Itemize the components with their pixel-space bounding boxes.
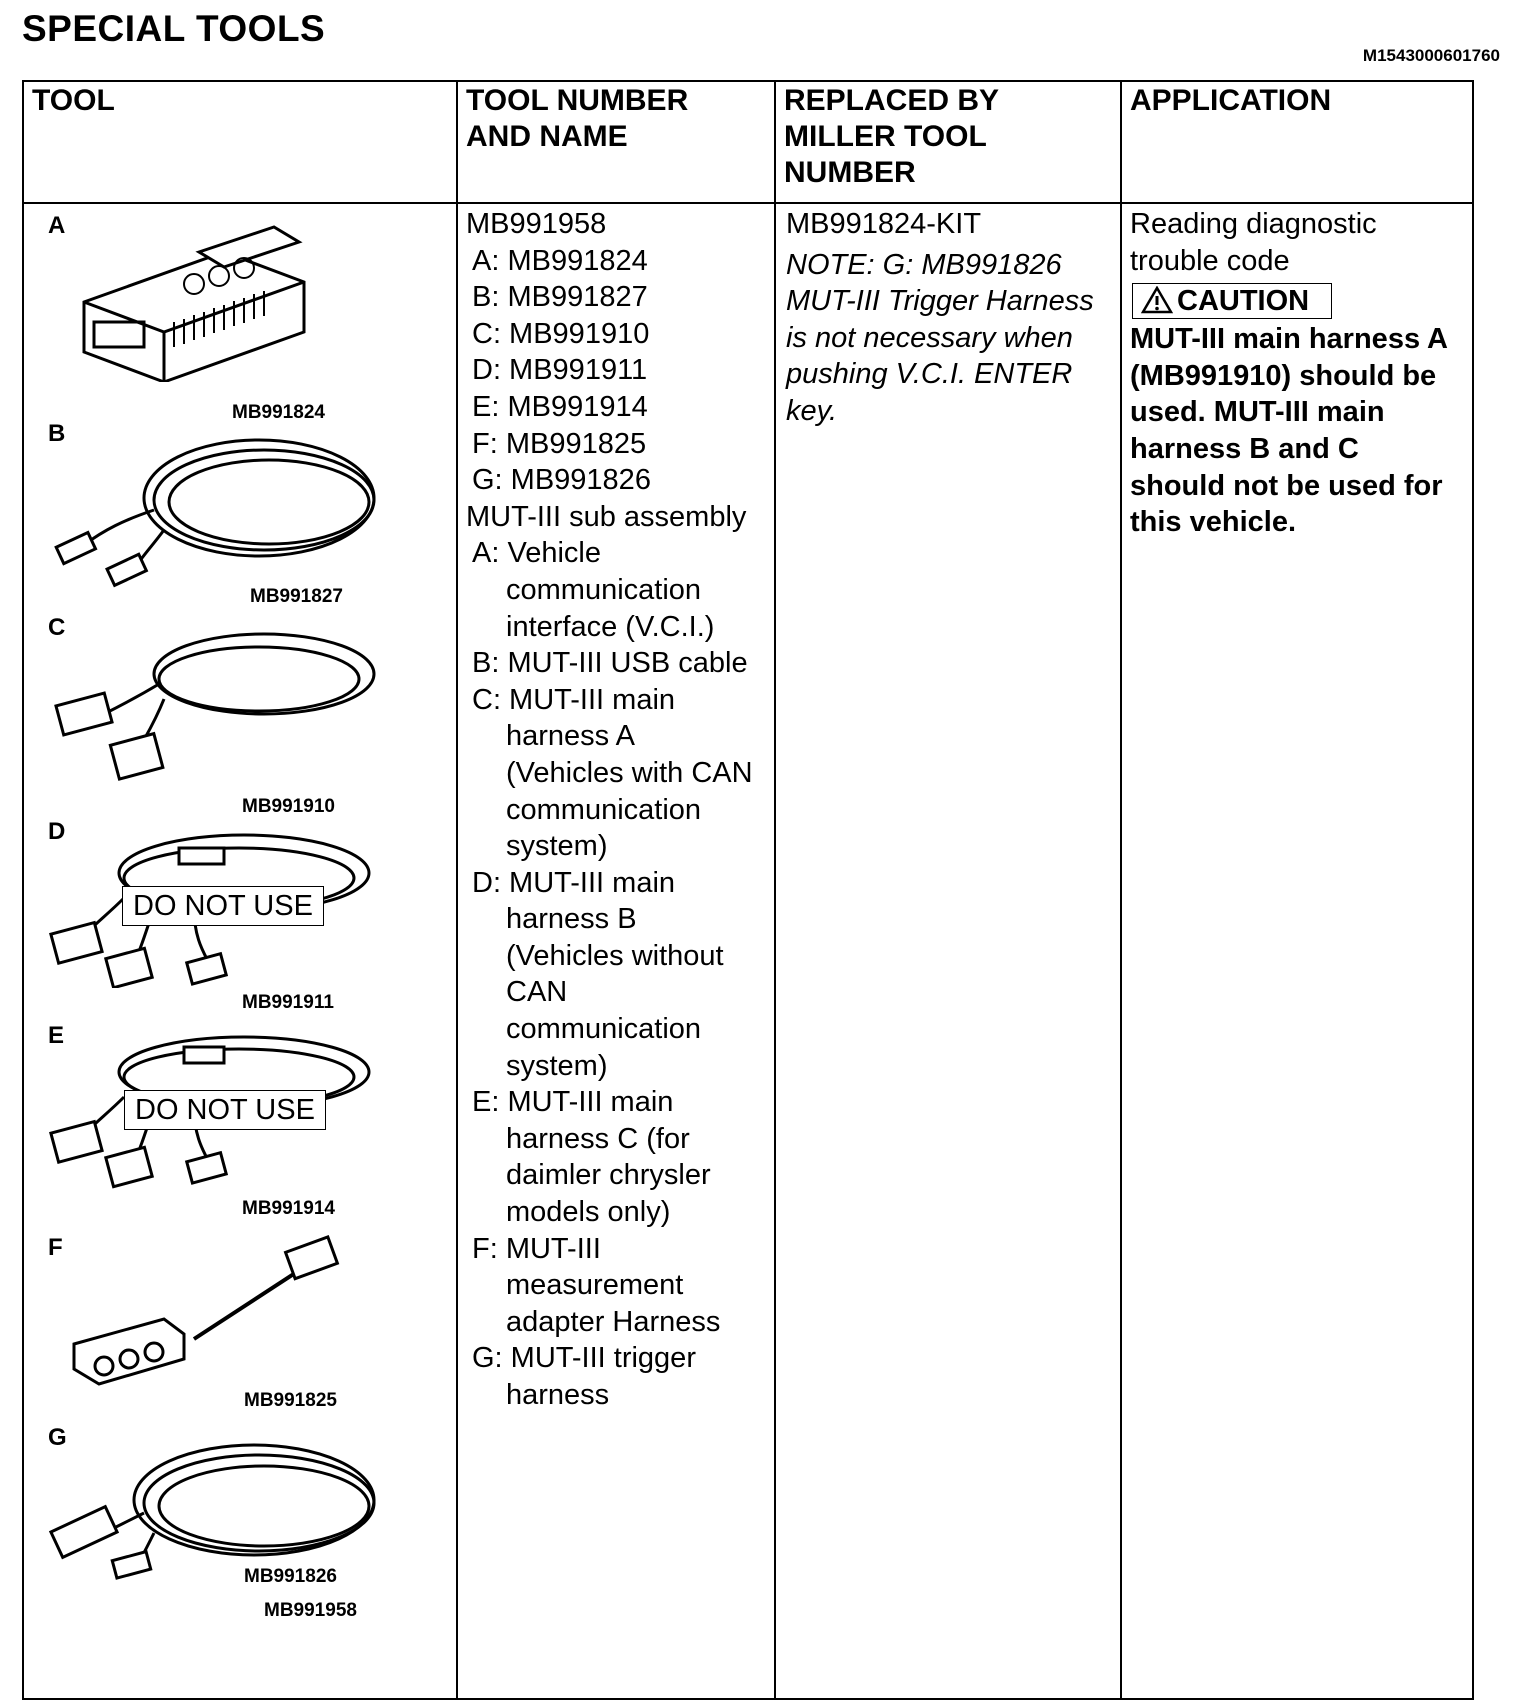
tool-caption: MB991914 xyxy=(242,1198,335,1219)
tool-name-line: G: MB991826 xyxy=(472,464,651,497)
measurement-adapter-icon xyxy=(54,1234,394,1394)
tool-item xyxy=(24,614,454,817)
special-tools-table xyxy=(22,80,1474,1700)
note-line: MUT-III Trigger Harness xyxy=(786,285,1094,318)
tool-name-line: A: Vehicle xyxy=(472,537,601,570)
caution-text: harness B and C xyxy=(1130,432,1359,465)
replaced-by-column xyxy=(786,206,1120,430)
tool-name-line: C: MB991910 xyxy=(472,317,650,350)
tool-name-line: (Vehicles without xyxy=(506,939,724,972)
tool-name-line: interface (V.C.I.) xyxy=(506,610,715,643)
tool-name-line: C: MUT-III main xyxy=(472,683,676,716)
caution-label: CAUTION xyxy=(1177,285,1310,318)
main-harness-a-icon xyxy=(44,624,394,784)
page-title: SPECIAL TOOLS xyxy=(22,8,326,49)
trigger-harness-icon xyxy=(44,1438,394,1588)
tool-caption: MB991824 xyxy=(232,402,325,423)
kit-caption: MB991958 xyxy=(264,1600,357,1621)
tool-name-line: measurement xyxy=(506,1269,684,1302)
usb-cable-icon xyxy=(54,430,394,590)
tool-name-line: MUT-III sub assembly xyxy=(466,500,747,533)
tool-name-line: F: MUT-III xyxy=(472,1232,601,1265)
note-line: is not necessary when xyxy=(786,321,1073,354)
tool-name-line: A: MB991824 xyxy=(472,244,648,277)
tool-caption: MB991827 xyxy=(250,586,343,607)
tool-letter: G xyxy=(48,1424,67,1451)
caution-text: used. MUT-III main xyxy=(1130,396,1385,429)
application-text: Reading diagnostic xyxy=(1130,208,1377,240)
vci-device-icon xyxy=(74,222,314,382)
tool-number-column xyxy=(466,206,774,1414)
header-tool-number: TOOL NUMBER AND NAME xyxy=(466,84,689,153)
tool-item xyxy=(24,1424,454,1654)
tool-name-line: communication xyxy=(506,793,702,826)
caution-text: (MB991910) should be xyxy=(1130,359,1437,392)
miller-tool-number: MB991824-KIT xyxy=(786,208,982,240)
tool-name-line: D: MUT-III main xyxy=(472,866,676,899)
tool-letter: D xyxy=(48,818,66,845)
note-line: NOTE: G: MB991826 xyxy=(786,248,1062,281)
header-tool: TOOL xyxy=(32,84,115,117)
note-line: pushing V.C.I. ENTER xyxy=(786,358,1073,391)
tool-caption: MB991825 xyxy=(244,1390,337,1411)
tool-letter: B xyxy=(48,420,66,447)
tool-name-line: harness B xyxy=(506,903,637,936)
tool-name-line: B: MUT-III USB cable xyxy=(472,647,748,680)
tool-name-line: CAN xyxy=(506,976,568,1009)
tool-item xyxy=(24,818,454,1018)
tool-name-line: D: MB991911 xyxy=(472,354,648,387)
tool-name-line: harness C (for xyxy=(506,1122,690,1155)
tool-name-line: (Vehicles with CAN xyxy=(506,756,753,789)
tool-name-line: harness A xyxy=(506,720,635,753)
column-divider xyxy=(456,82,458,1698)
reference-code: M1543000601760 xyxy=(1362,46,1500,65)
caution-text: MUT-III main harness A xyxy=(1130,323,1448,356)
tool-name-line: daimler chrysler xyxy=(506,1159,711,1192)
tool-name-line: MB991958 xyxy=(466,208,607,240)
header-application: APPLICATION xyxy=(1130,84,1332,117)
tool-item xyxy=(24,1234,454,1414)
header-replaced-by: REPLACED BY MILLER TOOL NUMBER xyxy=(784,84,1000,189)
tool-letter: F xyxy=(48,1234,63,1261)
tool-name-line: B: MB991827 xyxy=(472,281,648,314)
tool-item xyxy=(24,1022,454,1222)
do-not-use-label: DO NOT USE xyxy=(122,886,324,926)
application-text: trouble code xyxy=(1130,244,1290,277)
tool-caption: MB991910 xyxy=(242,796,335,817)
tool-name-line: system) xyxy=(506,830,608,863)
tool-name-line: E: MUT-III main xyxy=(472,1086,674,1119)
caution-text: this vehicle. xyxy=(1130,506,1297,539)
tool-name-line: G: MUT-III trigger xyxy=(472,1342,696,1375)
tool-name-line: communication xyxy=(506,573,702,606)
application-column xyxy=(1130,206,1474,541)
tool-item xyxy=(24,420,454,610)
replacement-note xyxy=(786,247,1120,430)
column-divider xyxy=(774,82,776,1698)
header-divider xyxy=(24,202,1472,204)
column-divider xyxy=(1120,82,1122,1698)
caution-box xyxy=(1132,283,1332,319)
tool-item xyxy=(24,212,454,423)
do-not-use-label: DO NOT USE xyxy=(124,1090,326,1130)
note-line: key. xyxy=(786,394,838,427)
tool-name-line: system) xyxy=(506,1049,608,1082)
tool-caption: MB991911 xyxy=(242,992,334,1013)
tool-letter: C xyxy=(48,614,66,641)
tool-name-line: harness xyxy=(506,1379,610,1411)
tool-caption: MB991826 xyxy=(244,1566,337,1587)
tool-name-line: E: MB991914 xyxy=(472,390,648,423)
tool-name-line: models only) xyxy=(506,1196,671,1229)
tool-name-line: adapter Harness xyxy=(506,1305,721,1338)
warning-triangle-icon xyxy=(1141,286,1173,314)
tool-name-line: F: MB991825 xyxy=(472,427,647,460)
tool-name-line: communication xyxy=(506,1013,702,1046)
tool-letter: A xyxy=(48,212,66,239)
tool-letter: E xyxy=(48,1022,65,1049)
caution-text: should not be used for xyxy=(1130,469,1443,502)
